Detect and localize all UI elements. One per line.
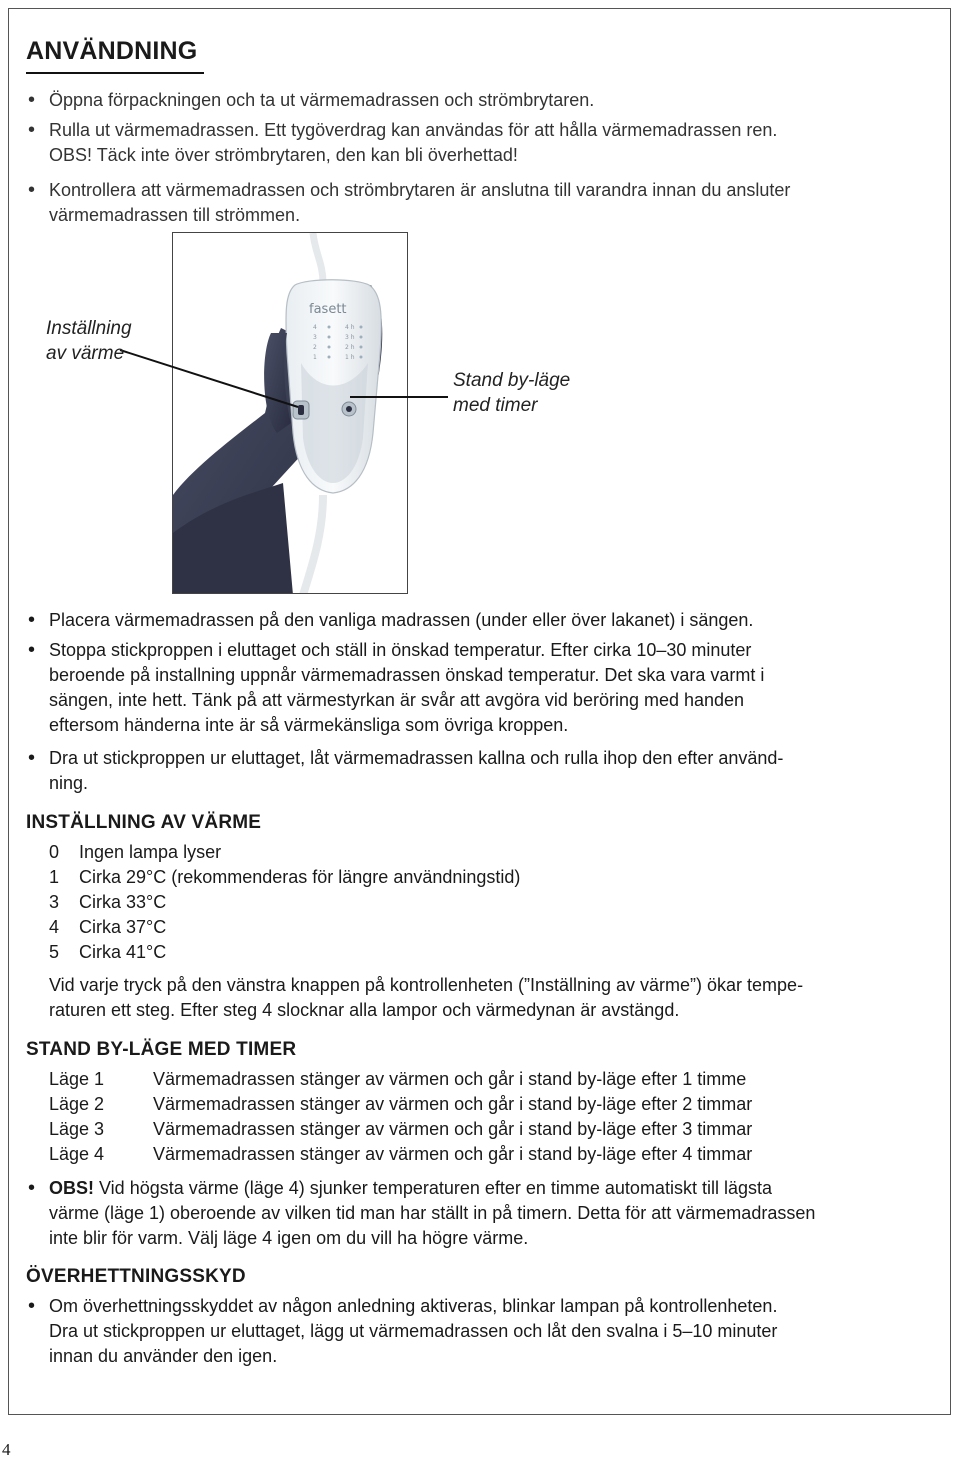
standby-heading: STAND BY-LÄGE MED TIMER bbox=[26, 1039, 297, 1060]
standby-row: Läge 1 Värmemadrassen stänger av värmen och går i stand by-läge efter 1 timme bbox=[49, 1069, 747, 1089]
overheat-heading: ÖVERHETTNINGSSKYD bbox=[26, 1266, 246, 1287]
usage-bullet-2-line-3: sängen, inte hett. Tänk på att värmestyrkan är svår att avgöra vid beröring med handen bbox=[49, 690, 745, 710]
heat-row: 3 Cirka 33°C bbox=[49, 892, 167, 912]
heat-row: 1 Cirka 29°C (rekommenderas för längre användningstid) bbox=[49, 867, 521, 887]
overheat-line-2: Dra ut stickproppen ur eluttaget, lägg ut värmemadrassen och låt den svalna i 5–10 minuter bbox=[49, 1321, 778, 1341]
callout-heat-setting: Inställning av värme bbox=[46, 318, 132, 364]
svg-text:2: 2 bbox=[313, 344, 317, 351]
usage-bullet-2-line-4: eftersom händerna inte är så värmekänsliga som övriga kroppen. bbox=[49, 715, 569, 735]
intro-bullet-2-cont: OBS! Täck inte över strömbrytaren, den kan bli överhettad! bbox=[49, 145, 518, 165]
heat-note-line-2: raturen ett steg. Efter steg 4 slocknar alla lampor och värmedynan är avstängd. bbox=[49, 1000, 680, 1020]
usage-bullet-3-line-2: ning. bbox=[49, 773, 89, 793]
callout-standby-timer: Stand by-läge med timer bbox=[453, 370, 571, 416]
svg-text:3: 3 bbox=[313, 334, 317, 341]
callout-lines bbox=[0, 0, 960, 640]
overheat-line-3: innan du använder den igen. bbox=[49, 1346, 278, 1366]
usage-bullet-3: • Dra ut stickproppen ur eluttaget, låt värmemadrassen kallna och rulla ihop den efter använd- bbox=[26, 746, 783, 771]
usage-bullet-2-line-2: beroende på installning uppnår värmemadrassen önskad temperatur. Det ska vara varmt i bbox=[49, 665, 765, 685]
usage-bullet-1: • Placera värmemadrassen på den vanliga madrassen (under eller över lakanet) i sängen. bbox=[26, 608, 753, 633]
standby-row: Läge 4 Värmemadrassen stänger av värmen och går i stand by-läge efter 4 timmar bbox=[49, 1144, 753, 1164]
intro-bullet-3: • Kontrollera att värmemadrassen och strömbrytaren är anslutna till varandra innan du ansluter bbox=[26, 178, 790, 203]
page-title: ANVÄNDNING bbox=[26, 37, 198, 65]
heat-note-line-1: Vid varje tryck på den vänstra knappen på kontrollenheten (”Inställning av värme”) ökar tempe- bbox=[49, 975, 804, 995]
heat-row: 4 Cirka 37°C bbox=[49, 917, 167, 937]
intro-bullet-1: • Öppna förpackningen och ta ut värmemadrassen och strömbrytaren. bbox=[26, 88, 594, 113]
device-brand-label: fasett bbox=[309, 302, 347, 317]
obs-line-3: inte blir för varm. Välj läge 4 igen om du vill ha högre värme. bbox=[49, 1228, 529, 1248]
obs-line-2: värme (läge 1) oberoende av vilken tid man har ställt in på timern. Detta för att värmemadrassen bbox=[49, 1203, 816, 1223]
heat-row: 5 Cirka 41°C bbox=[49, 942, 167, 962]
intro-bullet-3-cont: värmemadrassen till strömmen. bbox=[49, 205, 301, 225]
svg-text:2 h: 2 h bbox=[345, 344, 355, 351]
svg-text:1: 1 bbox=[313, 354, 317, 361]
intro-bullet-2: • Rulla ut värmemadrassen. Ett tygöverdrag kan användas för att hålla värmemadrassen ren. bbox=[26, 118, 777, 143]
obs-label: OBS! bbox=[49, 1178, 94, 1198]
svg-text:3 h: 3 h bbox=[345, 334, 355, 341]
heat-row: 0 Ingen lampa lyser bbox=[49, 842, 222, 862]
page-number: 4 bbox=[2, 1440, 11, 1459]
usage-bullet-2: • Stoppa stickproppen i eluttaget och ställ in önskad temperatur. Efter cirka 10–30 minuter bbox=[26, 638, 751, 663]
standby-row: Läge 2 Värmemadrassen stänger av värmen och går i stand by-läge efter 2 timmar bbox=[49, 1094, 753, 1114]
svg-text:4 h: 4 h bbox=[345, 324, 355, 331]
obs-bullet: • OBS! Vid högsta värme (läge 4) sjunker temperaturen efter en timme automatiskt till lägsta bbox=[26, 1176, 772, 1201]
overheat-bullet: • Om överhettningsskyddet av någon anledning aktiveras, blinkar lampan på kontrollenheten. bbox=[26, 1294, 777, 1319]
svg-text:1 h: 1 h bbox=[345, 354, 355, 361]
heat-setting-heading: INSTÄLLNING AV VÄRME bbox=[26, 812, 262, 833]
svg-text:4: 4 bbox=[313, 324, 317, 331]
standby-row: Läge 3 Värmemadrassen stänger av värmen och går i stand by-läge efter 3 timmar bbox=[49, 1119, 753, 1139]
